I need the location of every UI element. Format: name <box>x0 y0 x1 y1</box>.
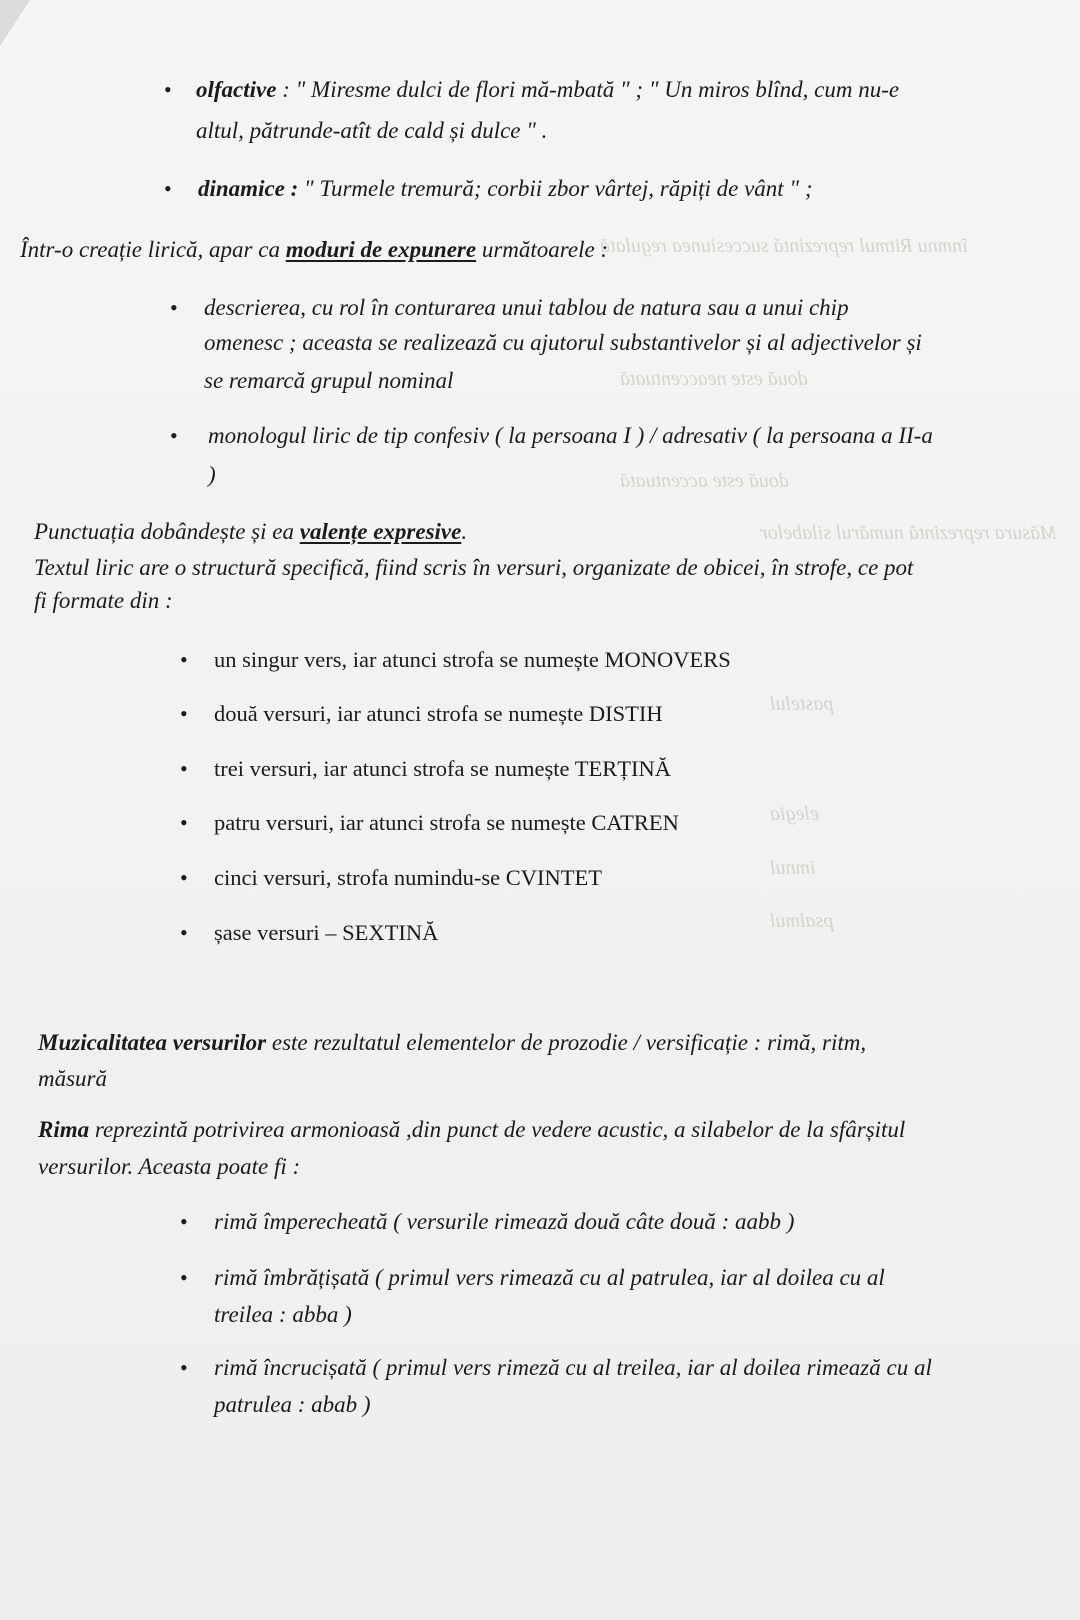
bleed-through-text: elegia <box>770 803 819 825</box>
olfactive-label: olfactive <box>196 77 277 102</box>
rima-item: rimă îmbrățișată ( primul vers rimează cu al patrulea, iar al doilea cu al <box>214 1265 885 1290</box>
strofa-item: trei versuri, iar atunci strofa se numește TERȚINĂ <box>214 756 671 781</box>
moduri-intro <box>20 233 608 267</box>
moduri-term: moduri de expunere <box>285 237 477 262</box>
bullet-icon: • <box>180 1209 188 1234</box>
bullet-icon: • <box>170 295 178 320</box>
folded-corner <box>0 0 30 46</box>
bullet-icon: • <box>180 701 188 726</box>
moduri-item-1: descrierea, cu rol în conturarea unui tablou de natura sau a unui chip <box>204 295 849 320</box>
strofa-item: cinci versuri, strofa numindu-se CVINTET <box>214 865 603 890</box>
rima-item: rimă încrucișată ( primul vers rimeză cu al treilea, iar al doilea rimează cu al <box>214 1355 932 1380</box>
moduri-item-1-cont: se remarcă grupul nominal <box>204 368 454 393</box>
textul-line-1: Textul liric are o structură specifică, fiind scris în versuri, organizate de obicei, în strofe, ce pot <box>34 555 914 580</box>
textul-line-2: fi formate din : <box>34 588 173 613</box>
strofa-item: șase versuri – SEXTINĂ <box>214 920 439 945</box>
bullet-icon: • <box>180 1355 188 1380</box>
rima-item: rimă împerecheată ( versurile rimează două câte două : aabb ) <box>214 1209 795 1234</box>
rima-term: Rima <box>38 1117 90 1142</box>
bleed-through-text: ȋnmnu Ritmul reprezintă succesiunea regulată <box>600 235 968 257</box>
bleed-through-text: pastelul <box>770 693 834 715</box>
bullet-icon: • <box>180 865 188 890</box>
dinamice-text: " Turmele tremură; corbii zbor vârtej, răpiți de vânt " ; <box>298 176 813 201</box>
bullet-icon: • <box>180 810 188 835</box>
muzicalitatea-line-2: măsură <box>38 1066 108 1091</box>
bleed-through-text: imnul <box>770 857 816 879</box>
bleed-through-text: două este neaccentuată <box>620 368 808 390</box>
moduri-post: următoarele : <box>476 237 609 262</box>
olfactive-line-2: altul, pătrunde-atît de cald și dulce " . <box>196 118 548 143</box>
strofa-item: patru versuri, iar atunci strofa se numește CATREN <box>214 810 679 835</box>
bleed-through-text: două este accentuată <box>620 470 789 492</box>
rima-item-cont: treilea : abba ) <box>214 1302 352 1327</box>
moduri-pre: Într-o creație lirică, apar ca <box>20 237 286 262</box>
rima-text: reprezintă potrivirea armonioasă ,din punct de vedere acustic, a silabelor de la sfârșitul <box>89 1117 906 1142</box>
dinamice-label: dinamice : <box>198 176 299 201</box>
moduri-item-2-cont: ) <box>208 462 216 487</box>
rima-line <box>38 1113 905 1147</box>
muzicalitatea-text: este rezultatul elementelor de prozodie / versificație : rimă, ritm, <box>266 1030 867 1055</box>
punctuatia-post: . <box>461 519 468 544</box>
muzicalitatea-line <box>38 1026 866 1060</box>
moduri-item-2: monologul liric de tip confesiv ( la persoana I ) / adresativ ( la persoana a II-a <box>208 423 933 448</box>
rima-line-2: versurilor. Aceasta poate fi : <box>38 1154 301 1179</box>
punctuatia-pre: Punctuația dobândește și ea <box>34 519 300 544</box>
bullet-icon: • <box>164 77 172 102</box>
bullet-icon: • <box>180 920 188 945</box>
bullet-icon: • <box>170 423 178 448</box>
punctuatia-term: valențe expresive <box>299 519 462 544</box>
rima-item-cont: patrulea : abab ) <box>214 1392 371 1417</box>
bleed-through-text: psalmul <box>770 910 834 932</box>
bullet-icon: • <box>180 756 188 781</box>
bullet-icon: • <box>180 647 188 672</box>
strofa-item: două versuri, iar atunci strofa se numește DISTIH <box>214 701 663 726</box>
bullet-icon: • <box>164 176 172 201</box>
bullet-icon: • <box>180 1265 188 1290</box>
bleed-through-text: Măsura reprezintă numărul silabelor <box>760 522 1057 544</box>
muzicalitatea-term: Muzicalitatea versurilor <box>38 1030 267 1055</box>
moduri-item-1-cont: omenesc ; aceasta se realizează cu ajutorul substantivelor și al adjectivelor și <box>204 330 922 355</box>
olfactive-line <box>196 73 899 107</box>
olfactive-text: : " Miresme dulci de flori mă-mbată " ; " Un miros blînd, cum nu-e <box>276 77 900 102</box>
dinamice-line <box>198 172 813 206</box>
punctuatia-line <box>34 515 467 549</box>
strofa-item: un singur vers, iar atunci strofa se numește MONOVERS <box>214 647 731 672</box>
